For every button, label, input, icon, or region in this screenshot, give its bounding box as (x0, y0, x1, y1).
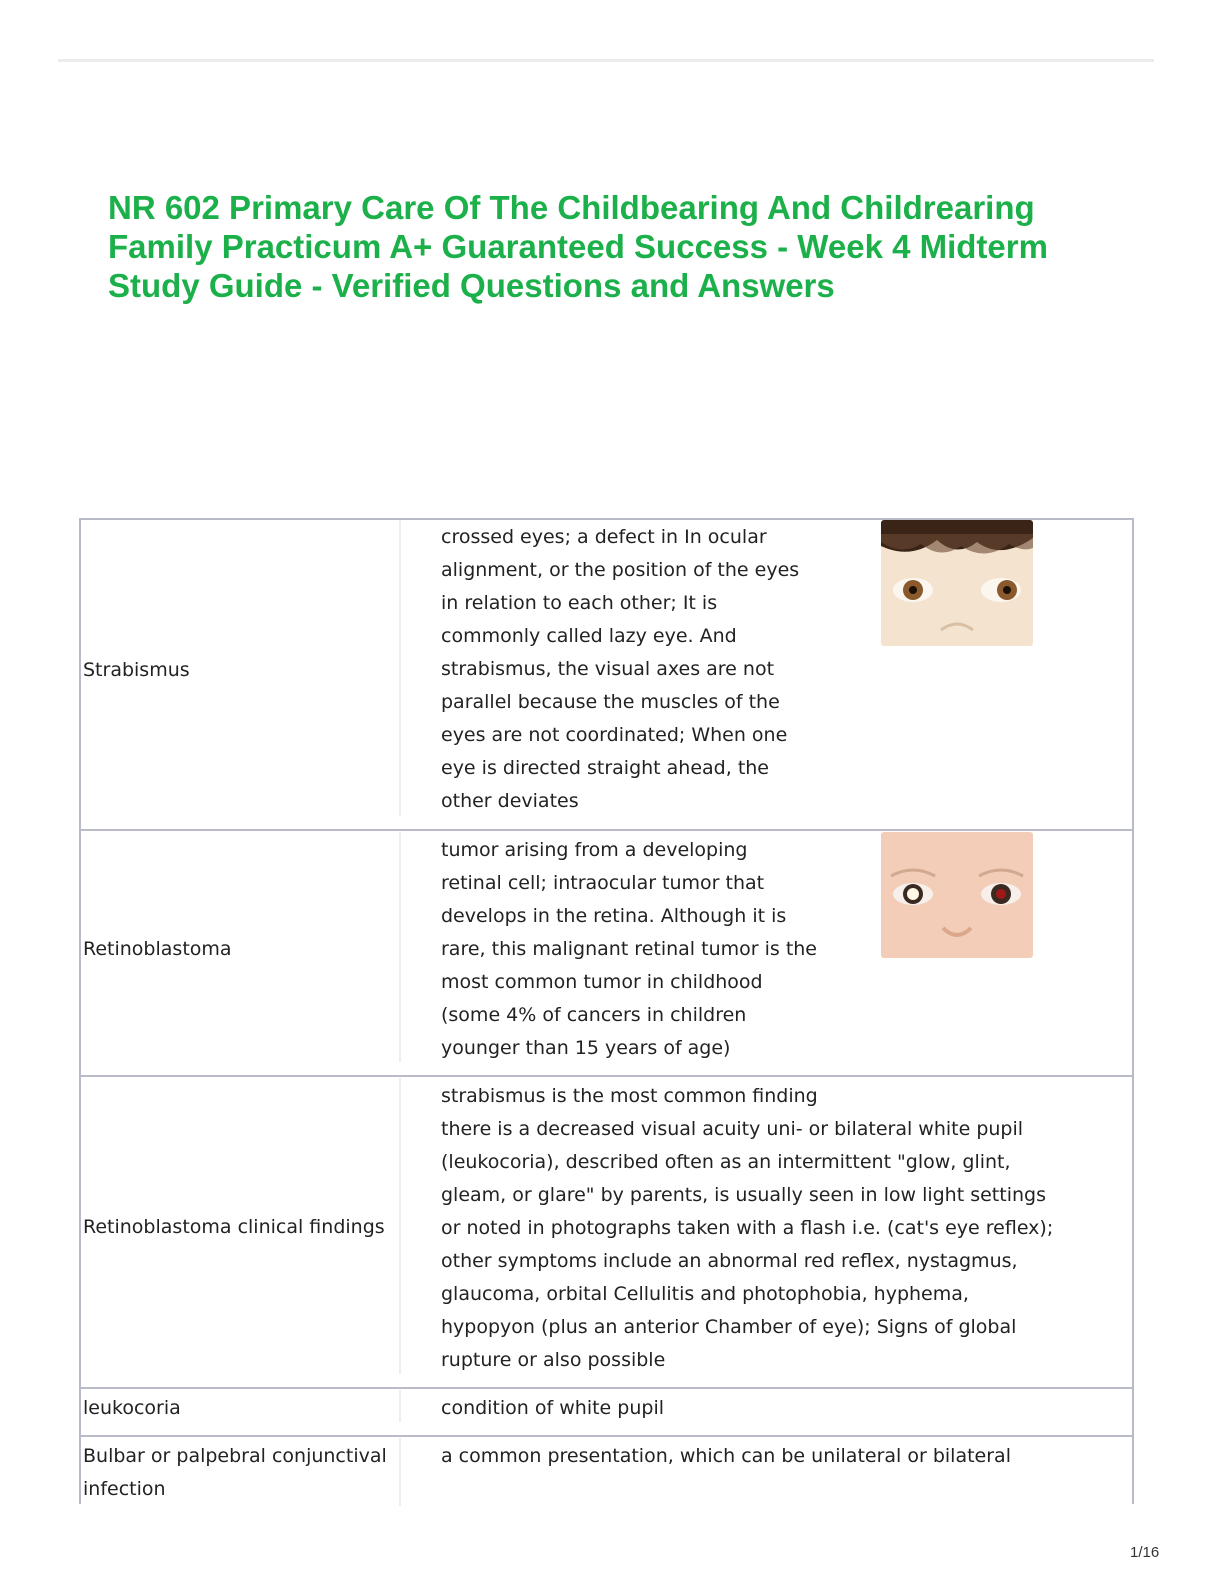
retinoblastoma-eyes-photo (881, 832, 1033, 958)
definition-conjunctival-infection: a common presentation, which can be unilateral or bilateral (441, 1445, 1011, 1467)
column-separator (399, 832, 401, 1062)
definition-strabismus: crossed eyes; a defect in In ocular alignment, or the position of the eyes in relation to each other; It is commonly called lazy eye. And strabismus, the visual axes are not parallel because the muscles of the eyes are not coordinated; When one eye is directed straight ahead, the other deviates (441, 526, 800, 812)
row-divider (81, 829, 1132, 831)
row-divider (81, 1435, 1132, 1437)
column-separator (399, 1078, 401, 1374)
term-retinoblastoma: Retinoblastoma (83, 938, 232, 960)
row-divider (81, 1387, 1132, 1389)
document-title: NR 602 Primary Care Of The Childbearing And Childrearing Family Practicum A+ Guaranteed Success - Week 4 Midterm Study Guide - Verified Questions and Answers (108, 189, 1048, 304)
column-separator (399, 1438, 401, 1506)
column-separator (399, 520, 401, 816)
definition-retinoblastoma-findings: strabismus is the most common finding there is a decreased visual acuity uni- or bilateral white pupil (leukocoria), described often as an intermittent "glow, glint, gleam, or glare" by parents, is usually seen in low light settings or noted in photographs taken with a flash i.e. (cat's eye reflex); other symptoms include an abnormal red reflex, nystagmus, glaucoma, orbital Cellulitis and photophobia, hyphema, hypopyon (plus an anterior Chamber of eye); Signs of global rupture or also possible (441, 1085, 1054, 1371)
study-table (79, 518, 1134, 1504)
page-number: 1/16 (1130, 1544, 1160, 1561)
term-retinoblastoma-findings: Retinoblastoma clinical findings (83, 1216, 385, 1238)
column-separator (399, 1390, 401, 1422)
definition-retinoblastoma: tumor arising from a developing retinal cell; intraocular tumor that develops in the retina. Although it is rare, this malignant retinal tumor is the most common tumor in childhood (some 4% of cancers in children younger than 15 years of age) (441, 839, 818, 1059)
strabismus-eyes-photo (881, 520, 1033, 646)
definition-leukocoria: condition of white pupil (441, 1397, 664, 1419)
term-strabismus: Strabismus (83, 659, 190, 681)
term-conjunctival-infection: Bulbar or palpebral conjunctival infection (83, 1445, 387, 1500)
row-divider (81, 1075, 1132, 1077)
top-divider (58, 59, 1154, 62)
term-leukocoria: leukocoria (83, 1397, 181, 1419)
